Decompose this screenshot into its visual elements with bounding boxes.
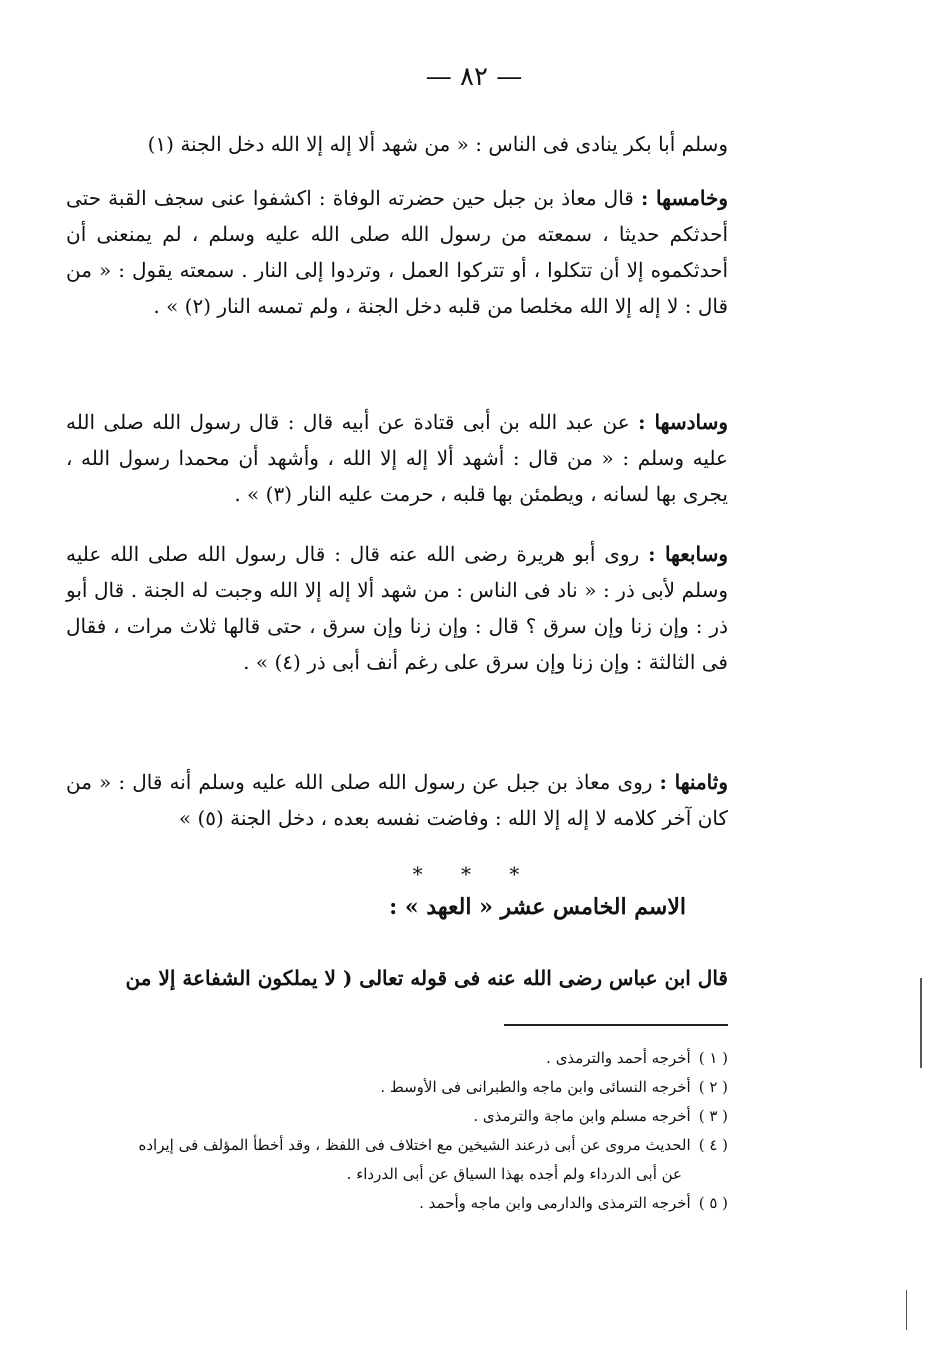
footnote-text: عن أبى الدرداء ولم أجده بهذا السياق عن أبى الدرداء .: [346, 1165, 682, 1183]
paragraph: [66, 180, 728, 324]
paragraph-lead: وسابعها :: [648, 542, 728, 566]
scan-margin-line: [906, 1290, 907, 1330]
footnote-number: ( ٢ ): [698, 1078, 728, 1096]
paragraph-lead: وثامنها :: [659, 770, 728, 794]
main-text-block-3: [66, 404, 728, 512]
section-heading: الاسم الخامس عشر « العهد » :: [389, 894, 686, 920]
footnote-number: ( ٤ ): [698, 1136, 728, 1154]
paragraph: [66, 536, 728, 680]
paragraph: [66, 404, 728, 512]
footnote-text: الحديث مروى عن أبى ذرعند الشيخين مع اختلاف فى اللفظ ، وقد أخطأ المؤلف فى إيراده: [138, 1136, 691, 1154]
scan-margin-line: [920, 978, 922, 1068]
footnote-text: أخرجه مسلم وابن ماجة والترمذى .: [473, 1107, 691, 1125]
main-text-block-2: [66, 180, 728, 324]
footnote-text: أخرجه الترمذى والدارمى وابن ماجه وأحمد .: [419, 1194, 691, 1212]
footnote: [66, 1073, 728, 1102]
paragraph-text: روى أبو هريرة رضى الله عنه قال : قال رسول الله صلى الله عليه وسلم لأبى ذر : « ناد فى الناس : من شهد ألا إله إلا الله وجبت له الجنة . قال أبو ذر : وإن زنا وإن سرق ؟ قال : وإن زنا وإن سرق ، حتى قالها ثلاث مرات ، فقال فى الثالثة : وإن زنا وإن سرق على رغم أنف أبى ذر (٤) » .: [66, 542, 728, 674]
page-number: — ٨٢ —: [425, 62, 523, 92]
section-separator: * * *: [412, 862, 536, 886]
footnotes: [66, 1044, 728, 1218]
closing-line: قال ابن عباس رضى الله عنه فى قوله تعالى ( لا يملكون الشفاعة إلا من: [125, 966, 728, 990]
footnote: [66, 1189, 728, 1218]
footnote-continuation: [66, 1160, 728, 1189]
footnote-number: ( ١ ): [698, 1049, 728, 1067]
footnote: [66, 1044, 728, 1073]
paragraph-text: قال معاذ بن جبل حين حضرته الوفاة : اكشفوا عنى سجف القبة حتى أحدثكم حديثا ، سمعته من رسول الله صلى الله عليه وسلم ، لم يمنعنى أن أحدثكموه إلا أن تتكلوا ، أو تتركوا العمل ، وتردوا إلى النار . سمعته يقول : « من قال : لا إله إلا الله مخلصا من قلبه دخل الجنة ، ولم تمسه النار (٢) » .: [66, 186, 728, 318]
footnote-text: أخرجه النسائى وابن ماجه والطبرانى فى الأوسط .: [380, 1078, 691, 1096]
paragraph-lead: وسادسها :: [638, 410, 728, 434]
footnote-number: ( ٣ ): [698, 1107, 728, 1125]
paragraph-text: عن عبد الله بن أبى قتادة عن أبيه قال : قال رسول الله صلى الله عليه وسلم : « من قال : أشهد ألا إله إلا الله ، وأشهد أن محمدا رسول الله ، يجرى بها لسانه ، ويطمئن بها قلبه ، حرمت عليه النار (٣) » .: [66, 410, 728, 506]
paragraph-lead: وخامسها :: [640, 186, 729, 210]
main-text: [66, 126, 728, 162]
paragraph-text: وسلم أبا بكر ينادى فى الناس : « من شهد ألا إله إلا الله دخل الجنة (١): [147, 132, 728, 156]
main-text-block-5: [66, 764, 728, 836]
footnote-text: أخرجه أحمد والترمذى .: [546, 1049, 691, 1067]
footnote: [66, 1131, 728, 1160]
footnote: [66, 1102, 728, 1131]
paragraph: [66, 764, 728, 836]
footnote-number: ( ٥ ): [698, 1194, 728, 1212]
footnote-rule: [504, 1024, 728, 1026]
main-text-block-4: [66, 536, 728, 680]
paragraph-text: روى معاذ بن جبل عن رسول الله صلى الله عليه وسلم أنه قال : « من كان آخر كلامه لا إله إلا الله : وفاضت نفسه بعده ، دخل الجنة (٥) »: [66, 770, 728, 830]
paragraph: [66, 126, 728, 162]
